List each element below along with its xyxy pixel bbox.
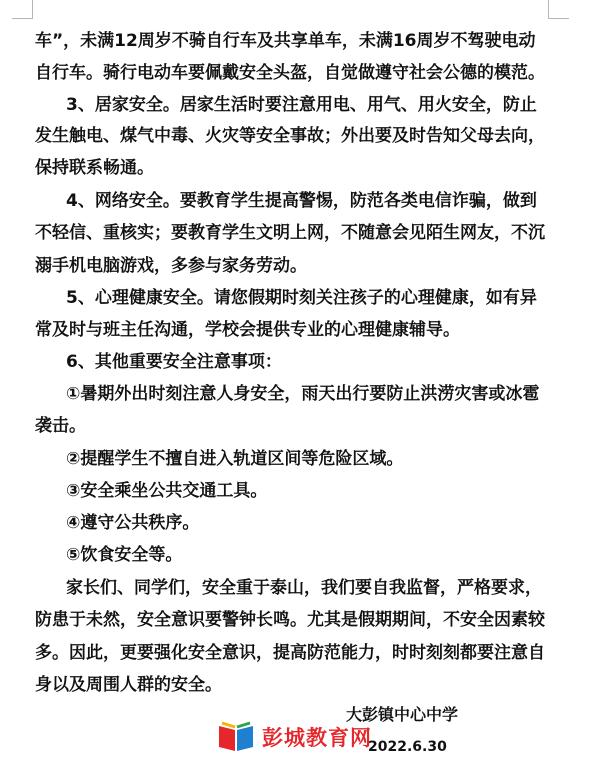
signature-date: 2022.6.30	[368, 739, 447, 755]
text-line: 家长们、同学们，安全重于泰山，我们要自我监督，严格要求，	[66, 578, 542, 598]
watermark-text: 彭城教育网	[262, 726, 372, 750]
page-corner-mark-left	[12, 0, 33, 19]
list-item: ③安全乘坐公共交通工具。	[66, 481, 268, 501]
page-corner-mark-right	[548, 0, 569, 19]
list-item: ⑤饮食安全等。	[66, 545, 183, 565]
book-icon	[216, 720, 256, 754]
list-item: ④遵守公共秩序。	[66, 513, 200, 533]
text-line: 身以及周围人群的安全。	[35, 675, 222, 695]
text-line: 常及时与班主任沟通，学校会提供专业的心理健康辅导。	[35, 320, 460, 340]
text-line: 车”，未满12周岁不骑自行车及共享单车，未满16周岁不驾驶电动	[35, 31, 536, 51]
text-line: 不轻信、重核实；要教育学生文明上网，不随意会见陌生网友，不沉	[35, 223, 545, 243]
signature-school: 大彭镇中心中学	[346, 705, 459, 724]
text-line: 多。因此，更要强化安全意识，提高防范能力，时时刻刻都要注意自	[35, 643, 545, 663]
text-line: 防患于未然，安全意识要警钟长鸣。尤其是假期期间，不安全因素较	[35, 610, 545, 630]
text-line: 自行车。骑行电动车要佩戴安全头盔，自觉做遵守社会公德的模范。	[35, 63, 545, 83]
text-line: 5、心理健康安全。请您假期时刻关注孩子的心理健康，如有异	[66, 288, 537, 308]
text-line: 发生触电、煤气中毒、火灾等安全事故；外出要及时告知父母去向，	[35, 126, 545, 146]
text-line: 保持联系畅通。	[35, 158, 154, 178]
list-item: ①暑期外出时刻注意人身安全，雨天出行要防止洪涝灾害或冰雹	[66, 384, 540, 404]
text-line: 4、网络安全。要教育学生提高警惕，防范各类电信诈骗，做到	[66, 191, 537, 211]
text-line: 溺手机电脑游戏，多参与家务劳动。	[35, 256, 307, 276]
text-line: 袭击。	[35, 416, 86, 436]
watermark-logo	[216, 720, 386, 754]
section-heading: 6、其他重要安全注意事项：	[66, 352, 282, 372]
list-item: ②提醒学生不擅自进入轨道区间等危险区域。	[66, 449, 404, 469]
text-line: 3、居家安全。居家生活时要注意用电、用气、用火安全，防止	[66, 95, 537, 115]
